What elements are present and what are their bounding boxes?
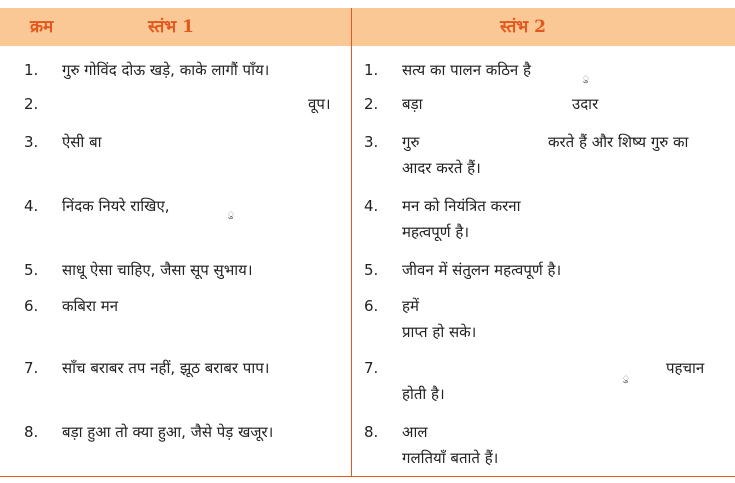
column1-cell: कबिरा मन [62,297,119,315]
stray-mark: ु [583,73,589,84]
header-column-2: स्तंभ 2 [500,17,547,37]
column-divider [351,8,352,476]
column1-cell: साधू ऐसा चाहिए, जैसा सूप सुभाय। [62,261,253,279]
column2-cell: मन को नियंत्रित करना [402,197,521,215]
column1-cell: निंदक नियरे राखिए, [62,197,170,215]
table-bottom-border [0,476,735,477]
row-number-col2: 2. [364,95,379,113]
stray-mark: ु [228,209,234,220]
row-number-col2: 8. [364,423,379,441]
column2-cell-line2: महत्वपूर्ण है। [402,223,470,241]
stray-mark: ु [623,373,629,384]
row-number: 8. [24,423,39,441]
column2-cell-line2: होती है। [402,385,445,403]
row-number: 3. [24,133,39,151]
row-number: 5. [24,261,39,279]
column1-cell: गुरु गोविंद दोऊ खड़े, काके लागौं पाँय। [62,61,270,79]
column1-cell: ऐसी बा [62,133,102,151]
column2-cell-line2: प्राप्त हो सके। [402,323,477,341]
row-number: 4. [24,197,39,215]
row-number-col2: 7. [364,359,379,377]
column2-cell: पहचान [666,359,705,377]
row-number-col2: 4. [364,197,379,215]
column2-cell: आल [402,423,428,441]
table-header [0,8,735,46]
column2-cell: सत्य का पालन कठिन है [402,61,531,79]
column2-cell: जीवन में संतुलन महत्वपूर्ण है। [402,261,562,279]
column1-cell: बड़ा हुआ तो क्या हुआ, जैसे पेड़ खजूर। [62,423,274,441]
header-serial: क्रम [30,17,54,37]
row-number: 2. [24,95,39,113]
column2-cell-part: उदार [572,95,599,113]
row-number-col2: 6. [364,297,379,315]
row-number-col2: 1. [364,61,379,79]
column2-cell-line2: आदर करते हैं। [402,159,481,177]
column1-cell: वूप। [308,95,331,113]
row-number-col2: 3. [364,133,379,151]
column2-cell: बड़ा [402,95,423,113]
row-number: 1. [24,61,39,79]
column2-cell-part: करते हैं और शिष्य गुरु का [548,133,689,151]
row-number: 7. [24,359,39,377]
column2-cell: गुरु [402,133,420,151]
header-column-1: स्तंभ 1 [148,17,195,37]
row-number-col2: 5. [364,261,379,279]
column1-cell: साँच बराबर तप नहीं, झूठ बराबर पाप। [62,359,270,377]
row-number: 6. [24,297,39,315]
column2-cell-line2: गलतियाँ बताते हैं। [402,449,499,467]
column2-cell: हमें [402,297,419,315]
